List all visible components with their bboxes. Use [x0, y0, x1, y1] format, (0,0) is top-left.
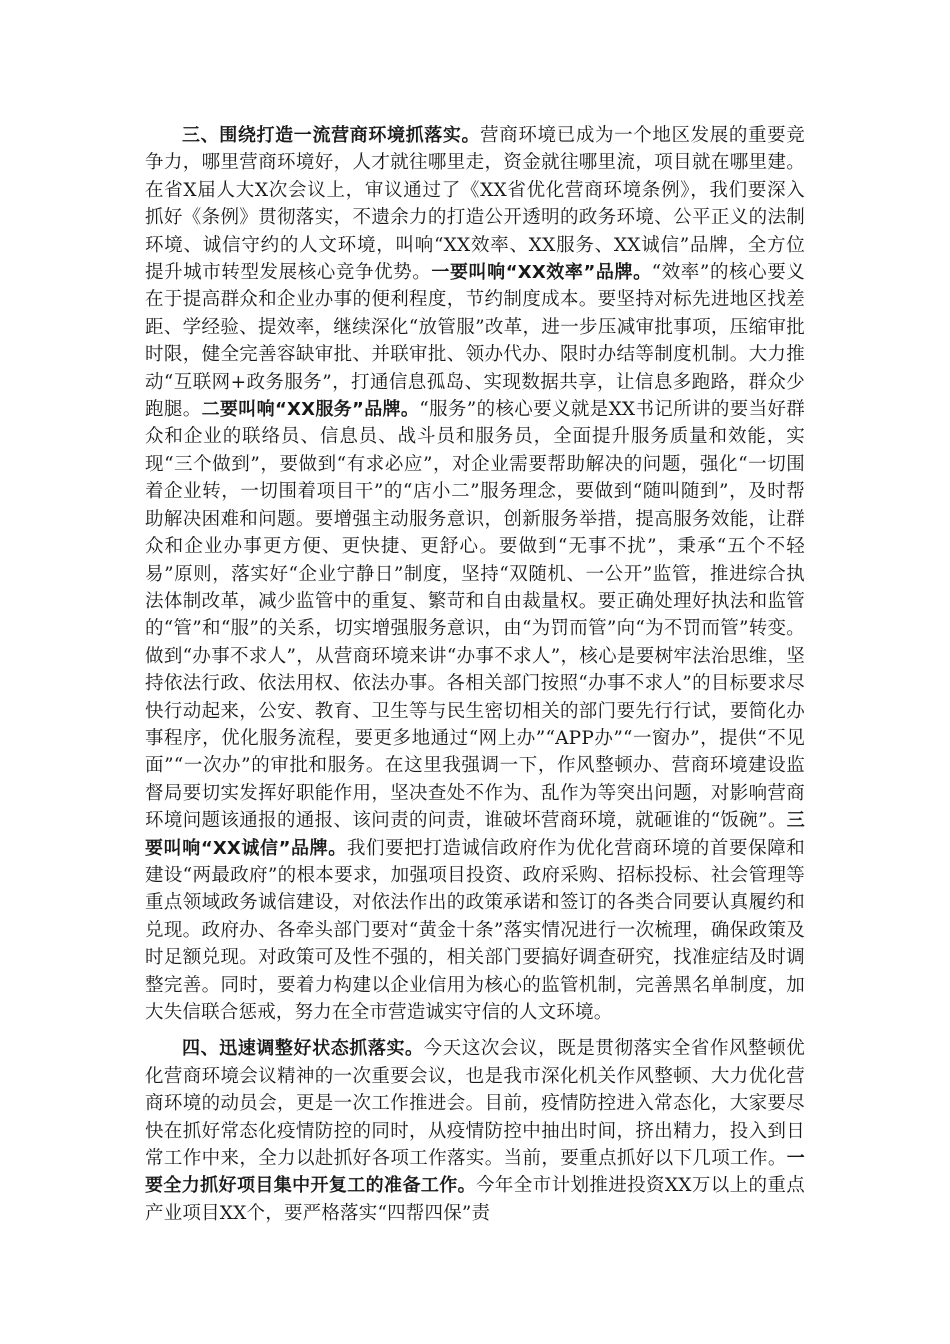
- emphasis-efficiency-brand: 一要叫响“XX效率”品牌。: [431, 262, 652, 284]
- body-text: 今天这次会议，既是贯彻落实全省作风整顿优化营商环境会议精神的一次重要会议，也是我市深化机关作风整顿、大力优化营商环境的动员会，更是一次工作推进会。目前，疫情防控进入常态化，大家要尽快在抓好常态化疫情防控的同时，从疫情防控中抽出时间，挤出精力，投入到日常工作中来，全力以赴抓好各项工作落实。当前，要重点抓好以下几项工作。: [145, 1038, 805, 1170]
- emphasis-integrity-brand: 三要叫响“XX诚信”品牌。: [145, 810, 805, 859]
- body-text: 今年全市计划推进投资XX万以上的重点产业项目XX个，要严格落实“四帮四保”责: [145, 1175, 805, 1224]
- body-text: 我们要把打造诚信政府作为优化营商环境的首要保障和建设“两最政府”的根本要求，加强项目投资、政府采购、招标投标、社会管理等重点领域政务诚信建设，对依法作出的政策承诺和签订的各类合同要认真履约和兑现。政府办、各牵头部门要对“黄金十条”落实情况进行一次梳理，确保政策及时足额兑现。对政策可及性不强的，相关部门要搞好调查研究，找准症结及时调整完善。同时，要着力构建以企业信用为核心的监管机制，完善黑名单制度，加大失信联合惩戒，努力在全市营造诚实守信的人文环境。: [145, 837, 805, 1023]
- document-page: [145, 122, 805, 1227]
- section-heading-four: 四、迅速调整好状态抓落实。: [182, 1038, 424, 1060]
- paragraph-business-environment: [145, 122, 805, 1026]
- emphasis-service-brand: 二要叫响“XX服务”品牌。: [201, 399, 420, 421]
- body-text: “效率”的核心要义在于提高群众和企业办事的便利程度，节约制度成本。要坚持对标先进地区找差距、学经验、提效率，继续深化“放管服”改革，进一步压减审批事项，压缩审批时限，健全完善容缺审批、并联审批、领办代办、限时办结等制度机制。大力推动“互联网+政务服务”，打通信息孤岛、实现数据共享，让信息多跑路，群众少跑腿。: [145, 262, 806, 421]
- paragraph-adjust-state: [145, 1035, 805, 1227]
- emphasis-project-resumption: 一要全力抓好项目集中开复工的准备工作。: [145, 1148, 805, 1197]
- section-heading-three: 三、围绕打造一流营商环境抓落实。: [182, 125, 481, 146]
- body-text: 营商环境已成为一个地区发展的重要竞争力，哪里营商环境好，人才就往哪里走，资金就往哪里流，项目就在哪里建。在省X届人大X次会议上，审议通过了《XX省优化营商环境条例》，我们要深入抓好《条例》贯彻落实，不遗余力的打造公开透明的政务环境、公平正义的法制环境、诚信守约的人文环境，叫响“XX效率、XX服务、XX诚信”品牌，全方位提升城市转型发展核心竞争优势。: [145, 125, 806, 284]
- body-text: “服务”的核心要义就是XX书记所讲的要当好群众和企业的联络员、信息员、战斗员和服务员，全面提升服务质量和效能，实现“三个做到”，要做到“有求必应”，对企业需要帮助解决的问题，强化“一切围着企业转，一切围着项目干”的“店小二”服务理念，要做到“随叫随到”，及时帮助解决困难和问题。要增强主动服务意识，创新服务举措，提高服务效能，让群众和企业办事更方便、更快捷、更舒心。要做到“无事不扰”，秉承“五个不轻易”原则，落实好“企业宁静日”制度，坚持“双随机、一公开”监管，推进综合执法体制改革，减少监管中的重复、繁苛和自由裁量权。要正确处理好执法和监管的“管”和“服”的关系，切实增强服务意识，由“为罚而管”向“为不罚而管”转变。做到“办事不求人”，从营商环境来讲“办事不求人”，核心是要树牢法治思维，坚持依法行政、依法用权、依法办事。各相关部门按照“办事不求人”的目标要求尽快行动起来，公安、教育、卫生等与民生密切相关的部门要先行行试，要简化办事程序，优化服务流程，要更多地通过“网上办”“APP办”“一窗办”，提供“不见面”“一次办”的审批和服务。在这里我强调一下，作风整顿办、营商环境建设监督局要切实发挥好职能作用，坚决查处不作为、乱作为等突出问题，对影响营商环境问题该通报的通报、该问责的问责，谁破坏营商环境，就砸谁的“饭碗”。: [145, 399, 805, 832]
